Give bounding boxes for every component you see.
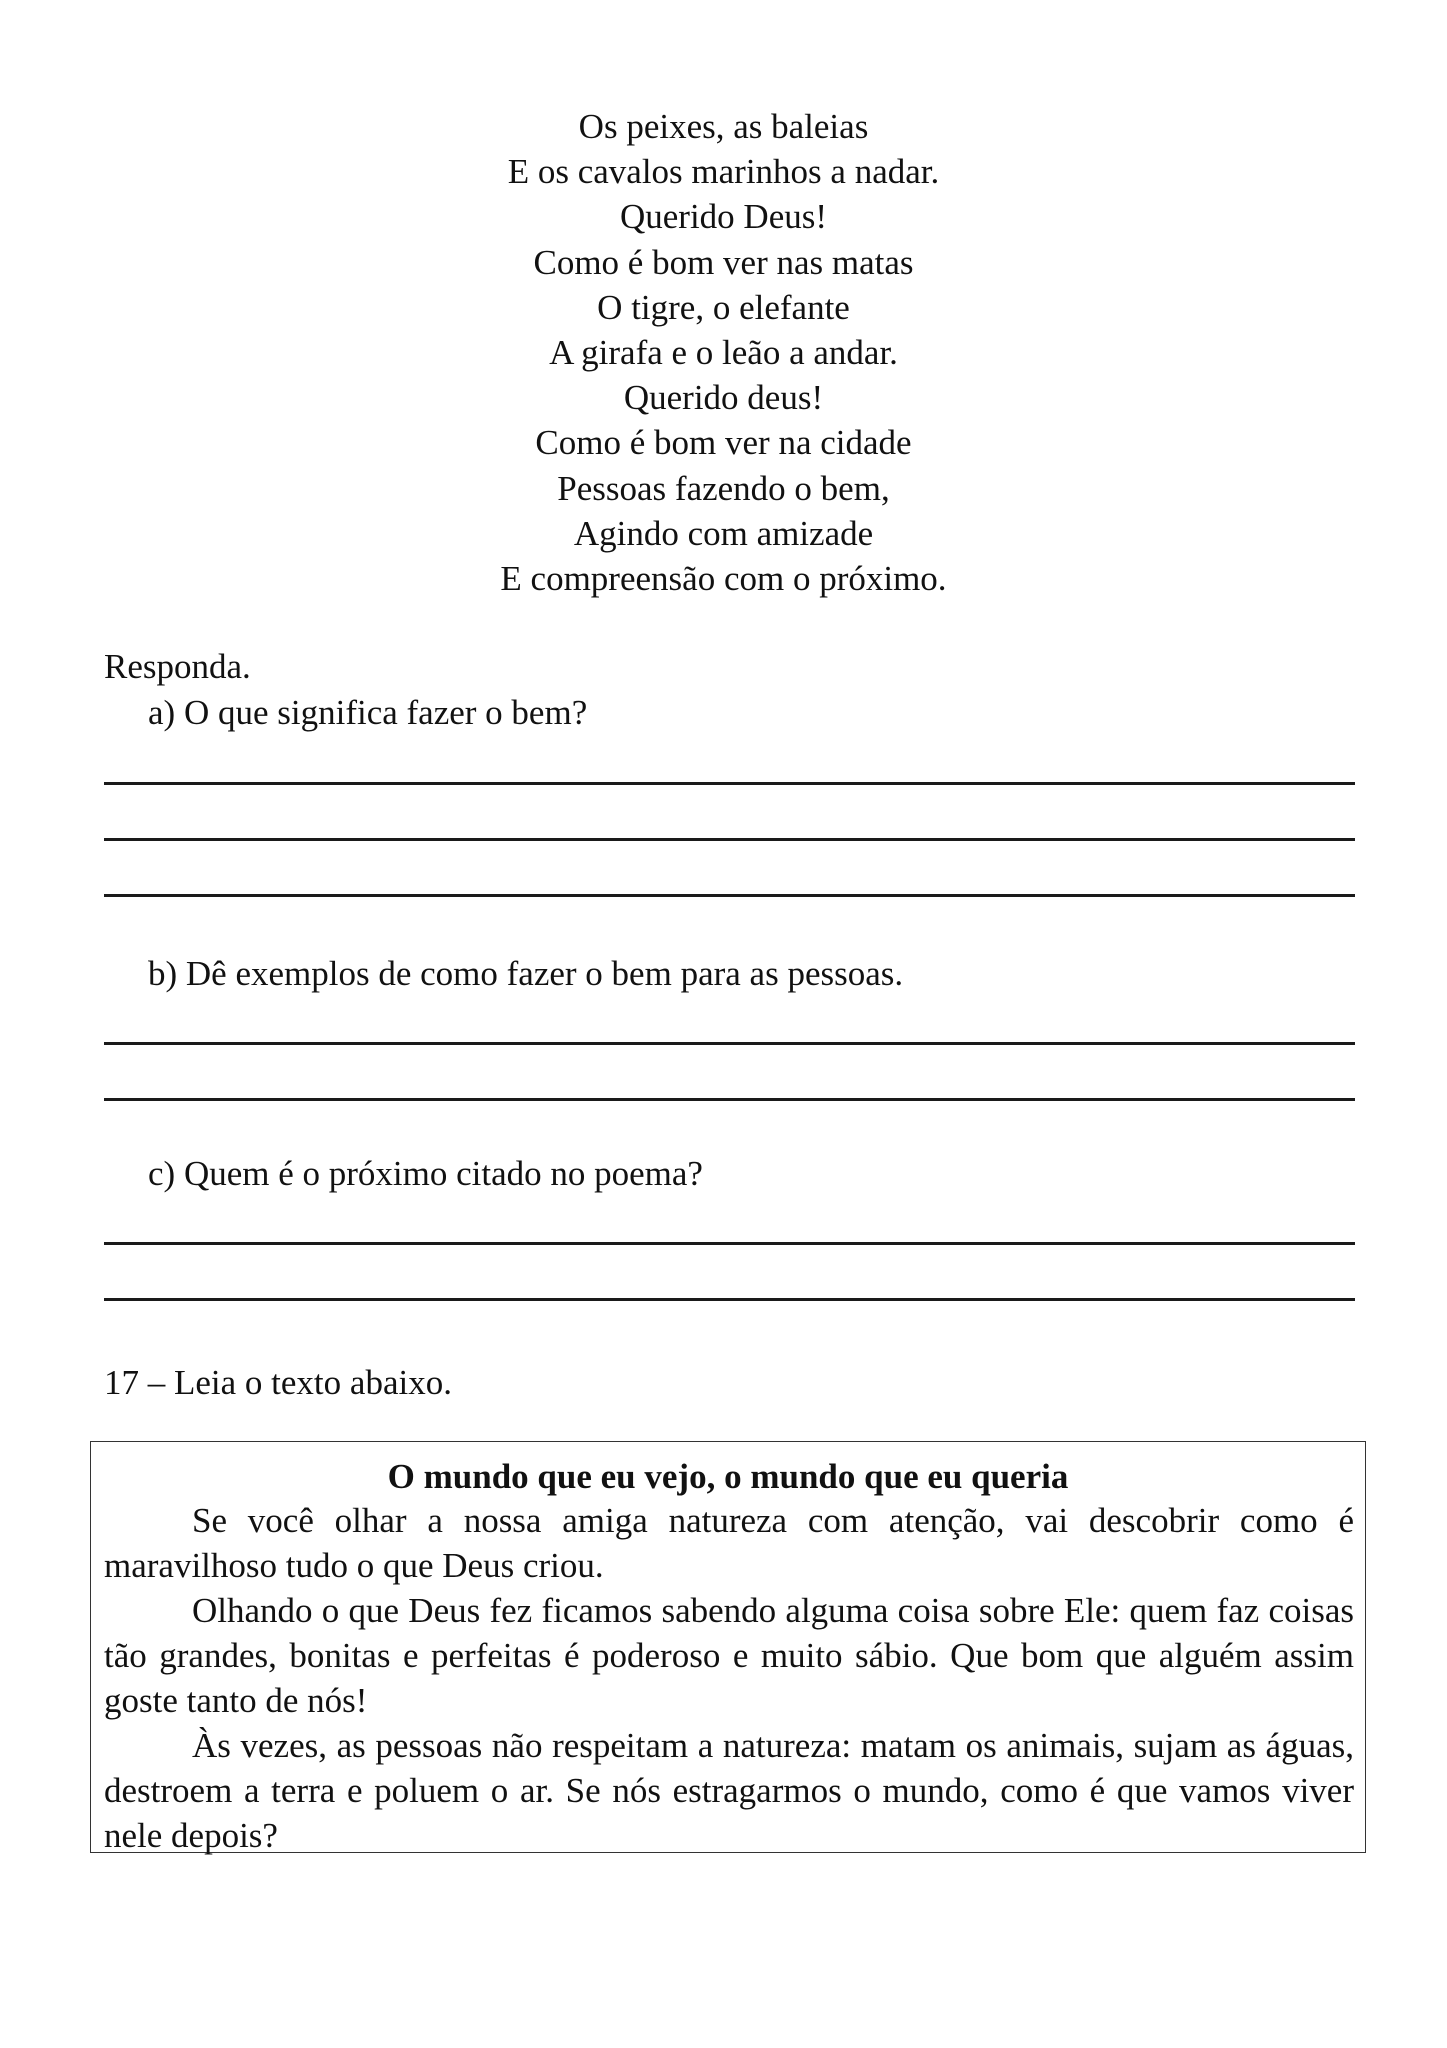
poem-line: A girafa e o leão a andar.: [549, 333, 898, 373]
poem-line: Pessoas fazendo o bem,: [557, 468, 890, 508]
text-paragraph-3: Às vezes, as pessoas não respeitam a natureza: matam os animais, sujam as águas, destroem a terra e poluem o ar. Se nós estragarmos o mundo, como é que vamos viver nele depois?: [104, 1726, 1354, 1855]
answer-line-c-1[interactable]: [104, 1242, 1355, 1245]
exercise-instruction: Responda.: [104, 647, 251, 686]
answer-line-a-3[interactable]: [104, 894, 1355, 897]
answer-line-b-2[interactable]: [104, 1098, 1355, 1101]
answer-line-b-1[interactable]: [104, 1042, 1355, 1045]
poem-line: E compreensão com o próximo.: [500, 559, 947, 599]
answer-line-a-2[interactable]: [104, 838, 1355, 841]
poem-line: Querido Deus!: [619, 197, 828, 237]
poem-line: O tigre, o elefante: [597, 287, 850, 327]
text-paragraph-1: Se você olhar a nossa amiga natureza com atenção, vai descobrir como é maravilhoso tudo o que Deus criou.: [104, 1501, 1354, 1585]
poem-line: Como é bom ver nas matas: [533, 242, 914, 282]
poem-line: Os peixes, as baleias: [578, 107, 869, 146]
poem: [0, 104, 1447, 601]
question-b: b) Dê exemplos de como fazer o bem para as pessoas.: [148, 954, 904, 993]
question-c: c) Quem é o próximo citado no poema?: [148, 1154, 703, 1193]
reading-text-box: [90, 1441, 1366, 1853]
poem-line: Agindo com amizade: [573, 513, 874, 553]
text-title: O mundo que eu vejo, o mundo que eu queria: [387, 1457, 1069, 1496]
poem-line: E os cavalos marinhos a nadar.: [507, 152, 940, 192]
poem-line: Como é bom ver na cidade: [535, 423, 912, 463]
text-paragraph-2: Olhando o que Deus fez ficamos sabendo alguma coisa sobre Ele: quem faz coisas tão grandes, bonitas e perfeitas é poderoso e muito sábio. Que bom que alguém assim goste tanto de nós!: [104, 1591, 1354, 1720]
poem-line: Querido deus!: [623, 378, 824, 418]
answer-line-a-1[interactable]: [104, 782, 1355, 785]
question-a: a) O que significa fazer o bem?: [148, 693, 588, 732]
exercise-17-instruction: 17 – Leia o texto abaixo.: [104, 1363, 452, 1402]
answer-line-c-2[interactable]: [104, 1298, 1355, 1301]
